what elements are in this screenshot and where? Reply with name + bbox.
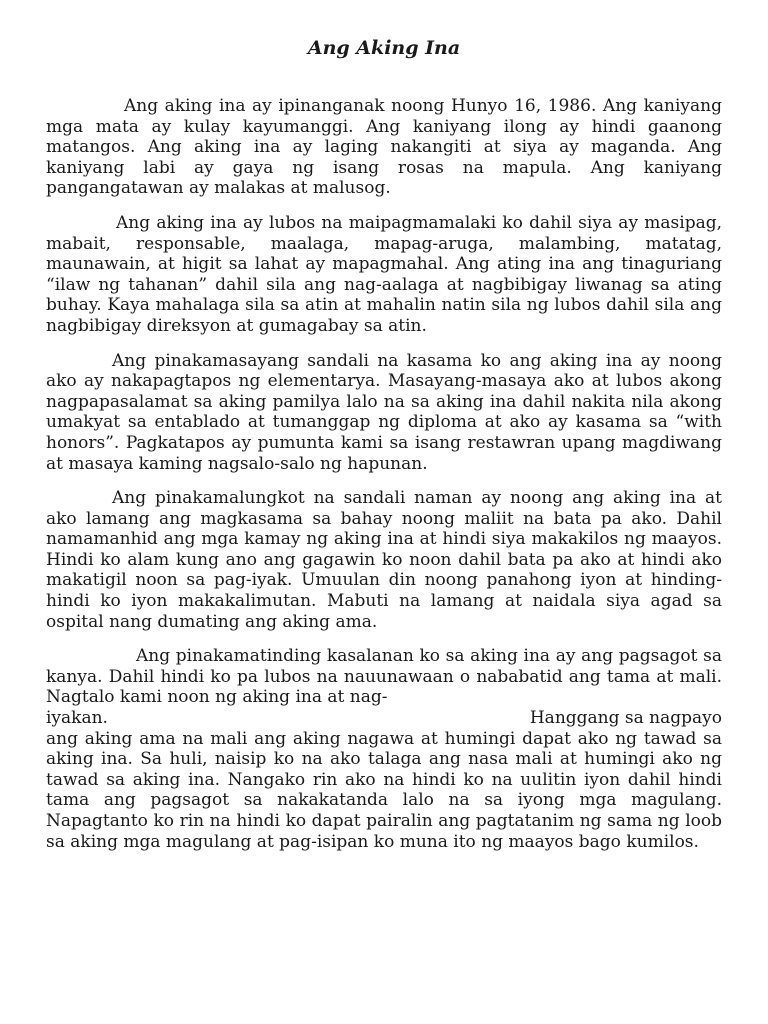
paragraph-1: Ang aking ina ay ipinanganak noong Hunyo 16, 1986. Ang kaniyang mga mata ay kulay kayumanggi. Ang kaniyang ilong ay hindi gaanong matangos. Ang aking ina ay laging nakangiti at siya ay maganda. Ang kaniyang labi ay gaya ng isang rosas na mapula. Ang kaniyang pangangatawan ay malakas at malusog. <box>46 96 722 199</box>
document-body <box>46 96 722 866</box>
paragraph-5-gap-left: iyakan. <box>46 708 108 729</box>
document-title: Ang Aking Ina <box>307 37 461 59</box>
paragraph-4: Ang pinakamalungkot na sandali naman ay noong ang aking ina at ako lamang ang magkasama sa bahay noong maliit na bata pa ako. Dahil namamanhid ang mga kamay ng aking ina at hindi siya makakilos ng maayos. Hindi ko alam kung ano ang gagawin ko noon dahil bata pa ako at hindi ako makatigil noon sa pag-iyak. Umuulan din noong panahong iyon at hinding-hindi ko iyon makakalimutan. Mabuti na lamang at naidala siya agad sa ospital nang dumating ang aking ama. <box>46 488 722 632</box>
paragraph-5 <box>46 646 722 852</box>
paragraph-2: Ang aking ina ay lubos na maipagmamalaki ko dahil siya ay masipag, mabait, responsable, maalaga, mapag-aruga, malambing, matatag, maunawain, at higit sa lahat ay mapagmahal. Ang ating ina ang tinaguriang “ilaw ng tahanan” dahil sila ang nag-aalaga at nagbibigay liwanag sa ating buhay. Kaya mahalaga sila sa atin at mahalin natin sila ng lubos dahil sila ang nagbibigay direksyon at gumagabay sa atin. <box>46 212 722 336</box>
paragraph-5-opening: Ang pinakamatinding kasalanan ko sa aking ina ay ang pagsagot sa kanya. Dahil hindi ko pa lubos na nauunawaan o nababatid ang tama at mali. Nagtalo kami noon ng aking ina at nag- <box>46 646 722 708</box>
paragraph-5-gap-line <box>46 708 722 729</box>
paragraph-5-closing: ang aking ama na mali ang aking nagawa at humingi dapat ako ng tawad sa aking ina. Sa huli, naisip ko na ako talaga ang nasa mali at humingi ako ng tawad sa aking ina. Nangako rin ako na hindi ko na uulitin iyon dahil hindi tama ang pagsagot sa nakakatanda lalo na sa iyong mga magulang. Napagtanto ko rin na hindi ko dapat pairalin ang pagtatanim ng sama ng loob sa aking mga magulang at pag-isipan ko muna ito ng maayos bago kumilos. <box>46 728 722 852</box>
paragraph-3: Ang pinakamasayang sandali na kasama ko ang aking ina ay noong ako ay nakapagtapos ng elementarya. Masayang-masaya ako at lubos akong nagpapasalamat sa aking pamilya lalo na sa aking ina dahil nakita nila akong umakyat sa entablado at tumanggap ng diploma at ako ay kasama sa “with honors”. Pagkatapos ay pumunta kami sa isang restawran upang magdiwang at masaya kaming nagsalo-salo ng hapunan. <box>46 350 722 474</box>
paragraph-5-gap-right: Hanggang sa nagpayo <box>529 708 722 729</box>
